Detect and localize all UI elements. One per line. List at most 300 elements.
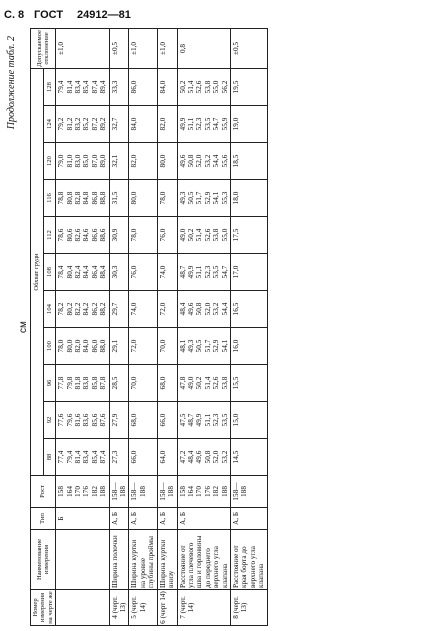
cell-value: 82,8 <box>74 191 83 205</box>
cell-value: 66,0 <box>158 413 167 427</box>
cell-value: 84,0 <box>130 117 139 131</box>
value-cell <box>230 439 267 476</box>
cell-value: 74,0 <box>158 265 167 279</box>
cell-value: 89,2 <box>99 117 108 131</box>
standard-number: 24912—81 <box>77 9 131 21</box>
value-cell <box>230 254 267 291</box>
value-cell <box>129 254 157 291</box>
value-cell <box>129 106 157 143</box>
cell-value: 88,4 <box>99 265 108 279</box>
page-number: С. 8 <box>4 9 25 21</box>
cell-value: 49,3 <box>186 339 195 353</box>
cell-value: 48,1 <box>178 339 187 353</box>
cell-value: 30,3 <box>110 265 119 279</box>
cell-value: 78,0 <box>158 191 167 205</box>
growth-value: 158 <box>57 485 66 498</box>
cell-value: 50,2 <box>186 228 195 242</box>
cell-value: 68,0 <box>130 413 139 427</box>
measurement-number: 6 (черт 14) <box>157 590 177 626</box>
growth-cell <box>109 476 129 508</box>
value-cell <box>157 217 177 254</box>
page-header <box>0 0 424 26</box>
cell-value: 79,4 <box>57 80 66 94</box>
cell-value: 84,2 <box>82 302 91 316</box>
value-cell <box>230 180 267 217</box>
cell-value: 50,2 <box>178 80 187 94</box>
tolerance-value: ±1,0 <box>157 29 177 69</box>
cell-value: 85,6 <box>90 413 99 427</box>
garment-type: А, Б <box>177 508 230 530</box>
growth-value: 176 <box>82 485 91 498</box>
value-cell <box>230 106 267 143</box>
garment-type: А, Б <box>157 508 177 530</box>
cell-value: 51,4 <box>195 228 204 242</box>
measurements-table <box>30 28 268 626</box>
measurement-name: Ширина полочки <box>109 530 129 590</box>
cell-value: 83,4 <box>74 80 83 94</box>
cell-value: 18,0 <box>231 191 240 205</box>
cell-value: 55,9 <box>220 117 229 131</box>
tolerance-col-header: Допускаемое отклонение <box>31 29 56 69</box>
cell-value: 27,3 <box>110 450 119 464</box>
cell-value: 81,8 <box>74 376 83 390</box>
cell-value: 83,2 <box>74 117 83 131</box>
unit-label: см <box>18 321 29 333</box>
growth-value: 158—188 <box>158 482 176 501</box>
value-cell <box>56 143 109 180</box>
cell-value: 48,4 <box>186 450 195 464</box>
size-header-112: 112 <box>43 217 56 254</box>
measurement-number <box>56 590 109 626</box>
growth-value: 188 <box>220 485 229 498</box>
cell-value: 49,9 <box>186 265 195 279</box>
cell-value: 81,0 <box>65 154 74 168</box>
growth-cell <box>56 476 109 508</box>
cell-value: 50,8 <box>203 450 212 464</box>
cell-value: 54,4 <box>212 154 221 168</box>
size-header-92: 92 <box>43 402 56 439</box>
garment-type: А, Б <box>129 508 157 530</box>
tolerance-value: ±0,5 <box>230 29 267 69</box>
cell-value: 52,9 <box>212 339 221 353</box>
cell-value: 80,0 <box>65 339 74 353</box>
cell-value: 15,0 <box>231 413 240 427</box>
growth-value: 188 <box>99 485 108 498</box>
size-header-108: 108 <box>43 254 56 291</box>
cell-value: 50,5 <box>186 191 195 205</box>
value-cell <box>157 106 177 143</box>
rotated-content <box>6 28 420 626</box>
value-cell <box>56 402 109 439</box>
growth-value: 176 <box>203 485 212 498</box>
cell-value: 84,8 <box>82 191 91 205</box>
value-cell <box>56 254 109 291</box>
value-cell <box>157 328 177 365</box>
cell-value: 88,2 <box>99 302 108 316</box>
cell-value: 82,0 <box>158 117 167 131</box>
value-cell <box>157 180 177 217</box>
growth-value: 164 <box>186 485 195 498</box>
value-cell <box>56 69 109 106</box>
num-col-header: Номер измерения на черте же <box>32 591 54 624</box>
cell-value: 83,4 <box>82 450 91 464</box>
cell-value: 51,1 <box>203 413 212 427</box>
value-cell <box>56 217 109 254</box>
cell-value: 85,8 <box>90 376 99 390</box>
table-row <box>109 29 129 626</box>
cell-value: 16,0 <box>231 339 240 353</box>
cell-value: 17,0 <box>231 265 240 279</box>
cell-value: 74,0 <box>130 302 139 316</box>
garment-type: Б <box>56 508 109 530</box>
cell-value: 49,6 <box>195 450 204 464</box>
value-cell <box>109 143 129 180</box>
value-cell <box>109 180 129 217</box>
cell-value: 49,3 <box>178 191 187 205</box>
cell-value: 52,3 <box>203 265 212 279</box>
growth-value: 158—188 <box>110 482 128 501</box>
size-header-104: 104 <box>43 291 56 328</box>
cell-value: 84,0 <box>82 339 91 353</box>
cell-value: 85,0 <box>82 154 91 168</box>
value-cell <box>129 402 157 439</box>
value-cell <box>157 143 177 180</box>
value-cell <box>129 365 157 402</box>
value-cell <box>129 180 157 217</box>
value-cell <box>109 106 129 143</box>
cell-value: 72,0 <box>130 339 139 353</box>
cell-value: 85,4 <box>90 450 99 464</box>
cell-value: 70,0 <box>130 376 139 390</box>
cell-value: 52,3 <box>195 117 204 131</box>
standard-label: ГОСТ <box>34 9 64 21</box>
value-cell <box>109 365 129 402</box>
growth-value: 170 <box>195 485 204 498</box>
cell-value: 50,8 <box>186 154 195 168</box>
cell-value: 52,9 <box>203 191 212 205</box>
cell-value: 78,0 <box>130 228 139 242</box>
cell-value: 80,2 <box>65 302 74 316</box>
growth-value: 158—188 <box>231 482 249 501</box>
value-cell <box>129 291 157 328</box>
cell-value: 47,8 <box>178 376 187 390</box>
value-cell <box>109 217 129 254</box>
size-header-116: 116 <box>43 180 56 217</box>
cell-value: 53,8 <box>203 80 212 94</box>
cell-value: 84,0 <box>158 80 167 94</box>
cell-value: 79,8 <box>65 376 74 390</box>
cell-value: 78,6 <box>57 228 66 242</box>
cell-value: 19,0 <box>231 117 240 131</box>
table-body <box>56 29 267 626</box>
cell-value: 86,4 <box>90 265 99 279</box>
cell-value: 52,6 <box>195 80 204 94</box>
cell-value: 55,3 <box>220 191 229 205</box>
cell-value: 89,4 <box>99 80 108 94</box>
value-cell <box>230 69 267 106</box>
cell-value: 89,0 <box>99 154 108 168</box>
growth-value: 158—188 <box>130 482 147 501</box>
continuation-title: Продолжение табл. 2 <box>6 36 17 130</box>
cell-value: 81,2 <box>65 117 74 131</box>
cell-value: 86,0 <box>130 80 139 94</box>
measurement-number: 7 (черт. 14) <box>177 590 230 626</box>
cell-value: 86,8 <box>90 191 99 205</box>
garment-type: А, Б <box>230 508 267 530</box>
table-row <box>56 29 109 626</box>
cell-value: 66,0 <box>130 450 139 464</box>
measurement-number: 4 (черт. 13) <box>109 590 129 626</box>
value-cell <box>129 69 157 106</box>
cell-value: 55,0 <box>220 228 229 242</box>
cell-value: 76,0 <box>130 265 139 279</box>
size-header-120: 120 <box>43 143 56 180</box>
cell-value: 51,1 <box>186 117 195 131</box>
cell-value: 54,7 <box>212 117 221 131</box>
cell-value: 47,5 <box>178 413 187 427</box>
cell-value: 53,2 <box>212 302 221 316</box>
value-cell <box>56 180 109 217</box>
cell-value: 77,6 <box>57 413 66 427</box>
cell-value: 87,4 <box>99 450 108 464</box>
cell-value: 53,5 <box>220 413 229 427</box>
growth-col-header: Рост <box>31 476 56 508</box>
cell-value: 31,5 <box>110 191 119 205</box>
cell-value: 85,2 <box>82 117 91 131</box>
cell-value: 19,5 <box>231 80 240 94</box>
cell-value: 54,1 <box>212 191 221 205</box>
cell-value: 79,4 <box>65 450 74 464</box>
cell-value: 83,0 <box>74 154 83 168</box>
value-cell <box>109 402 129 439</box>
cell-value: 77,8 <box>57 376 66 390</box>
cell-value: 84,6 <box>82 228 91 242</box>
cell-value: 54,7 <box>220 265 229 279</box>
cell-value: 55,0 <box>212 80 221 94</box>
value-cell <box>109 439 129 476</box>
cell-value: 80,0 <box>158 154 167 168</box>
value-cell <box>177 69 230 106</box>
cell-value: 18,5 <box>231 154 240 168</box>
cell-value: 80,6 <box>65 228 74 242</box>
cell-value: 48,7 <box>186 413 195 427</box>
cell-value: 47,2 <box>178 450 187 464</box>
cell-value: 88,8 <box>99 191 108 205</box>
value-cell <box>109 254 129 291</box>
rotated-page <box>6 28 420 626</box>
cell-value: 87,2 <box>90 117 99 131</box>
cell-value: 87,6 <box>99 413 108 427</box>
value-cell <box>177 106 230 143</box>
cell-value: 49,6 <box>186 302 195 316</box>
cell-value: 52,6 <box>212 376 221 390</box>
measurement-name: Расстояние от края борта до верхнего угла клапана <box>230 530 267 590</box>
cell-value: 82,0 <box>130 154 139 168</box>
name-col-header: Наименование измерения <box>31 530 56 590</box>
value-cell <box>129 439 157 476</box>
cell-value: 79,0 <box>57 154 66 168</box>
cell-value: 28,5 <box>110 376 119 390</box>
cell-value: 72,0 <box>158 302 167 316</box>
cell-value: 51,4 <box>186 80 195 94</box>
cell-value: 52,6 <box>203 228 212 242</box>
cell-value: 81,6 <box>74 413 83 427</box>
value-cell <box>177 291 230 328</box>
cell-value: 88,6 <box>99 228 108 242</box>
cell-value: 29,7 <box>110 302 119 316</box>
measurement-number: 8 (черт. 13) <box>230 590 267 626</box>
cell-value: 50,8 <box>195 302 204 316</box>
table-row <box>230 29 267 626</box>
cell-value: 88,0 <box>99 339 108 353</box>
cell-value: 50,2 <box>195 376 204 390</box>
cell-value: 16,5 <box>231 302 240 316</box>
cell-value: 86,6 <box>90 228 99 242</box>
cell-value: 54,4 <box>220 302 229 316</box>
cell-value: 82,6 <box>74 228 83 242</box>
value-cell <box>157 402 177 439</box>
cell-value: 53,5 <box>203 117 212 131</box>
header-row-1 <box>31 29 44 626</box>
cell-value: 64,0 <box>158 450 167 464</box>
value-cell <box>230 291 267 328</box>
value-cell <box>129 217 157 254</box>
cell-value: 82,0 <box>74 339 83 353</box>
cell-value: 68,0 <box>158 376 167 390</box>
cell-value: 81,4 <box>65 80 74 94</box>
cell-value: 83,8 <box>82 376 91 390</box>
cell-value: 53,5 <box>212 265 221 279</box>
cell-value: 78,4 <box>57 265 66 279</box>
value-cell <box>177 365 230 402</box>
cell-value: 49,9 <box>195 413 204 427</box>
value-cell <box>56 365 109 402</box>
cell-value: 86,2 <box>90 302 99 316</box>
cell-value: 87,8 <box>99 376 108 390</box>
cell-value: 51,4 <box>203 376 212 390</box>
tolerance-value: ±1,0 <box>129 29 157 69</box>
cell-value: 30,9 <box>110 228 119 242</box>
cell-value: 51,7 <box>195 191 204 205</box>
size-header-100: 100 <box>43 328 56 365</box>
cell-value: 51,1 <box>195 265 204 279</box>
cell-value: 78,8 <box>57 191 66 205</box>
value-cell <box>56 328 109 365</box>
growth-value: 170 <box>74 485 83 498</box>
cell-value: 80,0 <box>130 191 139 205</box>
value-cell <box>230 402 267 439</box>
cell-value: 49,6 <box>178 154 187 168</box>
measurement-number: 5 (черт. 14) <box>129 590 157 626</box>
cell-value: 52,0 <box>203 302 212 316</box>
size-header-128: 128 <box>43 69 56 106</box>
cell-value: 53,2 <box>203 154 212 168</box>
value-cell <box>56 439 109 476</box>
value-cell <box>157 365 177 402</box>
value-cell <box>177 143 230 180</box>
cell-value: 49,0 <box>186 376 195 390</box>
growth-cell <box>129 476 157 508</box>
growth-cell <box>230 476 267 508</box>
cell-value: 76,0 <box>158 228 167 242</box>
cell-value: 55,6 <box>220 154 229 168</box>
cell-value: 84,4 <box>82 265 91 279</box>
table-row <box>177 29 230 626</box>
value-cell <box>230 143 267 180</box>
value-cell <box>177 402 230 439</box>
cell-value: 48,7 <box>178 265 187 279</box>
value-cell <box>129 328 157 365</box>
value-cell <box>177 439 230 476</box>
cell-value: 82,2 <box>74 302 83 316</box>
value-cell <box>157 439 177 476</box>
cell-value: 78,2 <box>57 302 66 316</box>
cell-value: 49,0 <box>178 228 187 242</box>
value-cell <box>129 143 157 180</box>
measurement-name <box>56 530 109 590</box>
value-cell <box>157 254 177 291</box>
cell-value: 32,7 <box>110 117 119 131</box>
cell-value: 79,2 <box>57 117 66 131</box>
value-cell <box>230 217 267 254</box>
table-row <box>129 29 157 626</box>
cell-value: 17,5 <box>231 228 240 242</box>
value-cell <box>109 328 129 365</box>
cell-value: 14,5 <box>231 450 240 464</box>
cell-value: 29,1 <box>110 339 119 353</box>
cell-value: 54,1 <box>220 339 229 353</box>
growth-value: 158 <box>178 485 187 498</box>
growth-cell <box>157 476 177 508</box>
value-cell <box>109 69 129 106</box>
measurement-name: Расстояние от угла плечевого шва и горловины до переднего верхнего угла клапана <box>177 530 230 590</box>
value-cell <box>177 180 230 217</box>
cell-value: 87,0 <box>90 154 99 168</box>
cell-value: 49,9 <box>178 117 187 131</box>
growth-value: 182 <box>90 485 99 498</box>
value-cell <box>177 328 230 365</box>
cell-value: 32,1 <box>110 154 119 168</box>
value-cell <box>230 328 267 365</box>
size-header-88: 88 <box>43 439 56 476</box>
measurement-name: Ширина куртки на уровне глубины проймы <box>129 530 157 590</box>
cell-value: 81,4 <box>74 450 83 464</box>
size-header-96: 96 <box>43 365 56 402</box>
cell-value: 53,8 <box>212 228 221 242</box>
value-cell <box>56 106 109 143</box>
cell-value: 80,4 <box>65 265 74 279</box>
size-header-124: 124 <box>43 106 56 143</box>
value-cell <box>157 69 177 106</box>
growth-value: 164 <box>65 485 74 498</box>
value-cell <box>157 291 177 328</box>
cell-value: 79,6 <box>65 413 74 427</box>
cell-value: 53,8 <box>220 376 229 390</box>
cell-value: 53,2 <box>220 450 229 464</box>
cell-value: 52,0 <box>212 450 221 464</box>
cell-value: 50,5 <box>195 339 204 353</box>
growth-cell <box>177 476 230 508</box>
garment-type: А, Б <box>109 508 129 530</box>
tolerance-value: ±1,0 <box>56 29 109 69</box>
cell-value: 83,6 <box>82 413 91 427</box>
cell-value: 87,4 <box>90 80 99 94</box>
cell-value: 82,4 <box>74 265 83 279</box>
growth-value: 182 <box>212 485 221 498</box>
cell-value: 56,2 <box>220 80 229 94</box>
value-cell <box>56 291 109 328</box>
value-cell <box>177 254 230 291</box>
